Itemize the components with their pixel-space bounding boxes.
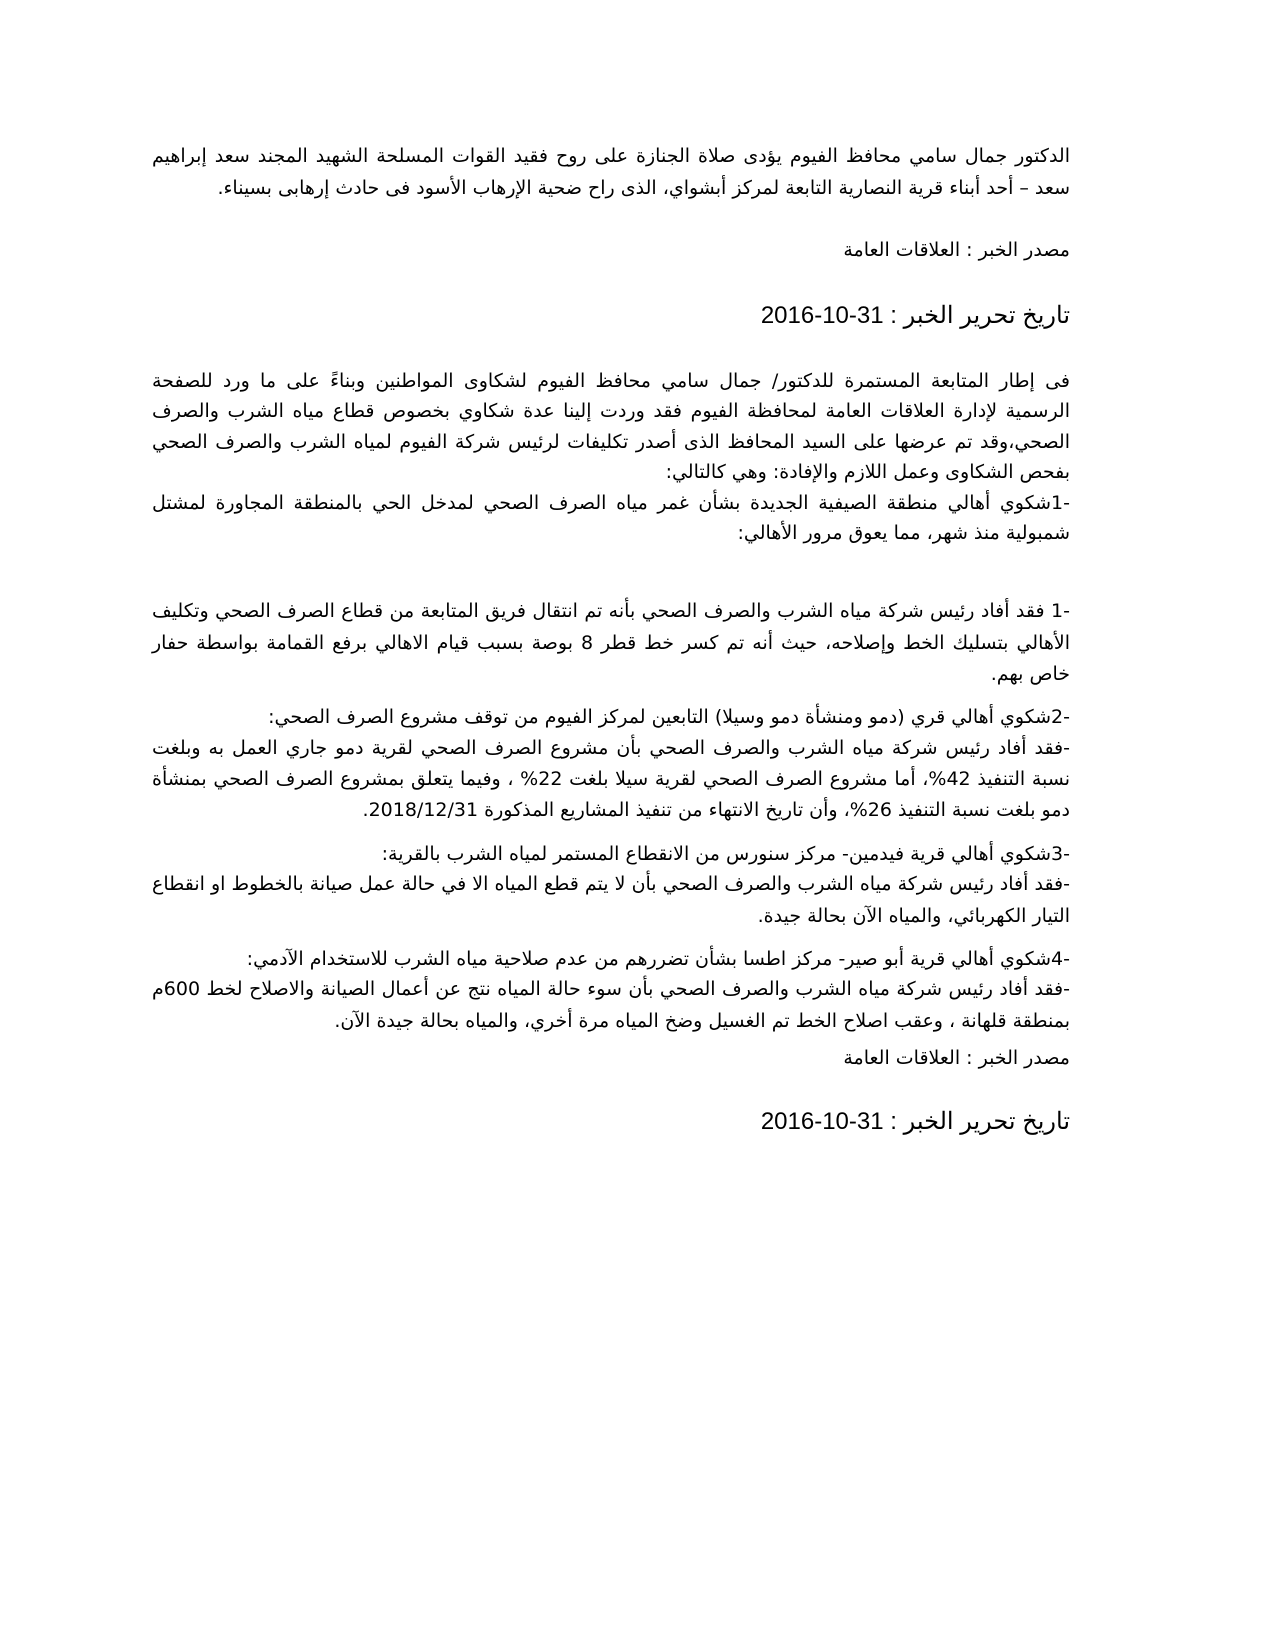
reply-1: -1 فقد أفاد رئيس شركة مياه الشرب والصرف الصحي بأنه تم انتقال فريق المتابعة من قطاع الصرف الصحي وتكليف الأهالي بتسليك الخط وإصلاحه، حيث أنه تم كسر خط قطر 8 بوصة بسبب قيام الاهالي برفع القمامة بواسطة حفار خاص بهم. (152, 600, 1071, 685)
news-source-footer: مصدر الخبر : العلاقات العامة (843, 1046, 1070, 1069)
complaint-3: -3شكوي أهالي قرية فيدمين- مركز سنورس من الانقطاع المستمر لمياه الشرب بالقرية: (381, 842, 1070, 865)
reply-4: -فقد أفاد رئيس شركة مياه الشرب والصرف الصحي بأن سوء حالة المياه نتج عن أعمال الصيانة والاصلاح لخط 600م بمنطقة قلهانة ، وعقب اصلاح الخط تم الغسيل وضخ المياه مرة أخري، والمياه بحالة جيدة الآن. (152, 978, 1070, 1032)
complaint-4: -4شكوي أهالي قرية أبو صير- مركز اطسا بشأن تضررهم من عدم صلاحية مياه الشرب للاستخدام الآدمي: (246, 947, 1070, 970)
reply-2: -فقد أفاد رئيس شركة مياه الشرب والصرف الصحي بأن مشروع الصرف الصحي لقرية دمو جاري العمل به وبلغت نسبة التنفيذ 42%، أما مشروع الصرف الصحي لقرية سيلا بلغت 22% ، وفيما يتعلق بمشروع الصرف الصحي بمنشأة دمو بلغت نسبة التنفيذ 26%، وأن تاريخ الانتهاء من تنفيذ المشاريع المذكورة 2018/12/31. (152, 736, 1071, 822)
news-date: تاريخ تحرير الخبر : 31-10-2016 (760, 301, 1070, 329)
body-lead-paragraph: فى إطار المتابعة المستمرة للدكتور/ جمال سامي محافظ الفيوم لشكاوى المواطنين وبناءً على ما ورد للصفحة الرسمية لإدارة العلاقات العامة لمحافظة الفيوم فقد وردت إلينا عدة شكاوي بخصوص قطاع مياه الشرب والصرف الصحي،وقد تم عرضها على السيد المحافظ الذى أصدر تكليفات لرئيس شركة الفيوم لمياه الشرب والصرف الصحي بفحص الشكاوى وعمل اللازم والإفادة: وهي كالتالي: (152, 369, 1070, 484)
news-source: مصدر الخبر : العلاقات العامة (843, 238, 1070, 261)
reply-3: -فقد أفاد رئيس شركة مياه الشرب والصرف الصحي بأن لا يتم قطع المياه الا في حالة عمل صيانة بالخطوط او انقطاع التيار الكهربائي، والمياه الآن بحالة جيدة. (152, 873, 1070, 927)
news-date-footer: تاريخ تحرير الخبر : 31-10-2016 (760, 1107, 1070, 1135)
intro-paragraph: الدكتور جمال سامي محافظ الفيوم يؤدى صلاة الجنازة على روح فقيد القوات المسلحة الشهيد المجند سعد إبراهيم سعد – أحد أبناء قرية النصارية التابعة لمركز أبشواي، الذى راح ضحية الإرهاب الأسود فى حادث إرهابى بسيناء. (152, 145, 1070, 200)
complaint-2: -2شكوي أهالي قري (دمو ومنشأة دمو وسيلا) التابعين لمركز الفيوم من توقف مشروع الصرف الصحي: (268, 706, 1070, 729)
complaint-1: -1شكوي أهالي منطقة الصيفية الجديدة بشأن غمر مياه الصرف الصحي لمدخل الحي بالمنطقة المجاورة لمشتل شمبولية منذ شهر، مما يعوق مرور الأهالي: (152, 491, 1070, 544)
